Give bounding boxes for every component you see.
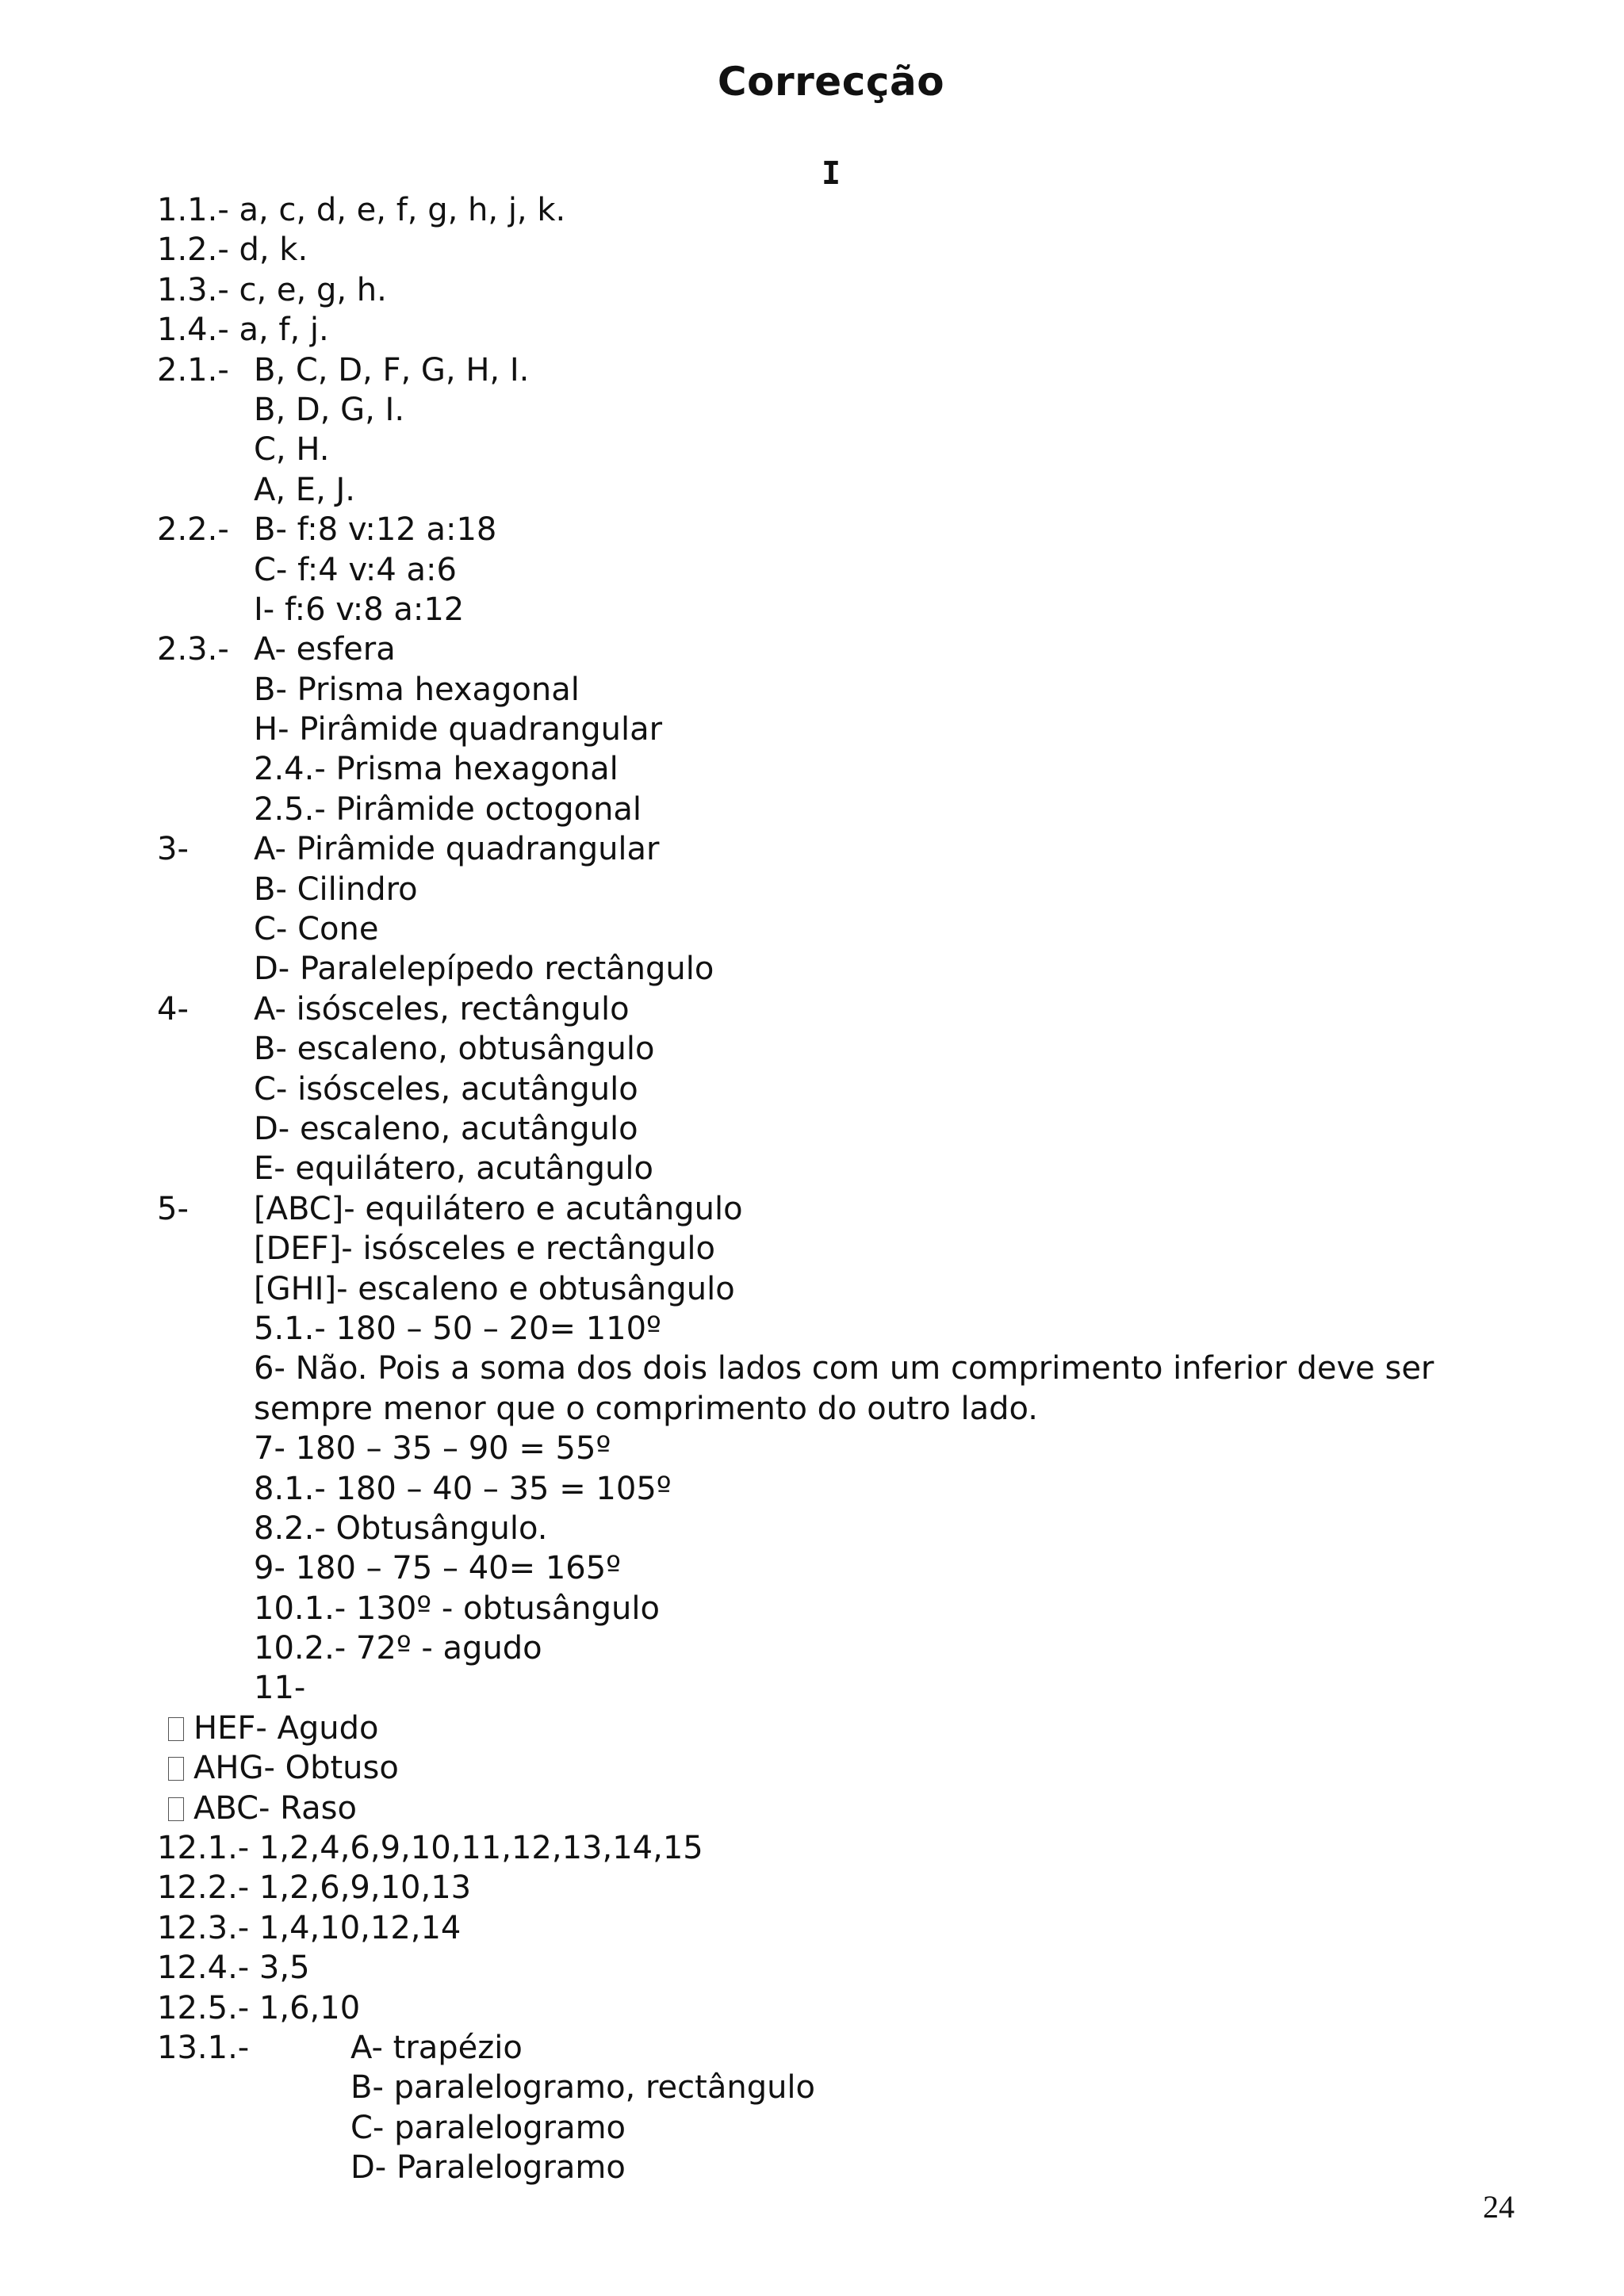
answer-line	[157, 1828, 1505, 1868]
answer-line	[157, 1029, 1505, 1069]
page-title: Correcção	[717, 59, 945, 105]
answer-label: 2.3.-	[157, 631, 229, 668]
answer-line	[157, 1309, 1505, 1349]
answer-line	[157, 790, 1505, 829]
answer-line	[157, 390, 1505, 430]
answer-line	[157, 1229, 1505, 1269]
answer-text: A- trapézio	[350, 2029, 523, 2066]
answer-text: C- f:4 v:4 a:6	[254, 551, 457, 588]
missing-bullet-icon	[168, 1757, 184, 1781]
answer-text: A- isósceles, rectângulo	[254, 990, 630, 1027]
answer-line	[157, 310, 1505, 350]
answer-line	[157, 1070, 1505, 1109]
answer-line	[157, 230, 1505, 270]
answer-text: 5.1.- 180 – 50 – 20= 110º	[254, 1310, 661, 1347]
answer-line	[157, 1908, 1505, 1948]
page-number: 24	[1483, 2189, 1515, 2225]
answer-text: B- f:8 v:12 a:18	[254, 511, 497, 549]
answer-line	[157, 1988, 1505, 2028]
answer-text: B- Prisma hexagonal	[254, 671, 580, 708]
answer-line	[157, 470, 1505, 510]
answer-line	[157, 2108, 1505, 2148]
answer-text: H- Pirâmide quadrangular	[254, 711, 663, 748]
answer-line	[157, 1948, 1505, 1988]
answer-text: B- Cilindro	[254, 871, 418, 908]
answer-line	[157, 870, 1505, 909]
answer-line	[157, 1668, 1505, 1708]
answer-line	[157, 270, 1505, 310]
answer-text: 12.1.- 1,2,4,6,9,10,11,12,13,14,15	[157, 1830, 703, 1867]
missing-bullet-icon	[168, 1797, 184, 1821]
answer-text: 8.1.- 180 – 40 – 35 = 105º	[254, 1470, 672, 1507]
answer-line	[157, 1149, 1505, 1188]
answer-line	[157, 1748, 1505, 1788]
answer-text: C- paralelogramo	[350, 2109, 626, 2146]
answer-text: C- Cone	[254, 911, 379, 948]
answer-text: C, H.	[254, 431, 330, 469]
answer-line	[157, 1269, 1505, 1309]
answer-text: A- esfera	[254, 631, 396, 668]
answer-line	[157, 1628, 1505, 1668]
answer-label: 2.1.-	[157, 351, 229, 388]
answer-line	[157, 2148, 1505, 2187]
answer-text: 6- Não. Pois a soma dos dois lados com um comprimento inferior deve ser	[254, 1350, 1434, 1387]
answer-text: 1.3.- c, e, g, h.	[157, 271, 387, 308]
answer-line	[157, 710, 1505, 749]
answer-text: 7- 180 – 35 – 90 = 55º	[254, 1430, 611, 1468]
answer-text: I- f:6 v:8 a:12	[254, 591, 465, 628]
answer-text: B- paralelogramo, rectângulo	[350, 2069, 816, 2107]
answer-text: D- escaleno, acutângulo	[254, 1110, 638, 1147]
answer-text: 12.4.- 3,5	[157, 1950, 310, 1987]
answer-text: [DEF]- isósceles e rectângulo	[254, 1230, 715, 1268]
answer-text: 12.5.- 1,6,10	[157, 1989, 361, 2026]
answer-text: ABC- Raso	[193, 1789, 357, 1827]
answer-label: 5-	[157, 1190, 189, 1227]
answer-text: 12.2.- 1,2,6,9,10,13	[157, 1869, 472, 1907]
answer-text: C- isósceles, acutângulo	[254, 1070, 638, 1108]
answer-line	[157, 1589, 1505, 1628]
answer-text: B, C, D, F, G, H, I.	[254, 351, 530, 388]
answer-line	[157, 670, 1505, 710]
answer-label: 4-	[157, 990, 189, 1027]
answer-text: 10.1.- 130º - obtusângulo	[254, 1590, 660, 1627]
section-heading: I	[821, 155, 841, 192]
answer-list	[157, 190, 1505, 2188]
answer-text: 9- 180 – 75 – 40= 165º	[254, 1550, 622, 1587]
answer-line	[157, 550, 1505, 590]
answer-text: D- Paralelogramo	[350, 2149, 626, 2187]
answer-text: A, E, J.	[254, 471, 356, 508]
answer-text: A- Pirâmide quadrangular	[254, 831, 660, 868]
answer-text: HEF- Agudo	[193, 1709, 379, 1747]
answer-line	[157, 190, 1505, 230]
answer-line	[157, 1189, 1505, 1229]
answer-line	[157, 2068, 1505, 2107]
answer-line	[157, 1469, 1505, 1509]
answer-line	[157, 1868, 1505, 1908]
answer-text: E- equilátero, acutângulo	[254, 1150, 654, 1188]
answer-text: 8.2.- Obtusângulo.	[254, 1510, 548, 1547]
answer-line	[157, 1349, 1505, 1388]
answer-text: 2.5.- Pirâmide octogonal	[254, 790, 642, 828]
answer-text: 11-	[254, 1670, 306, 1707]
answer-label: 3-	[157, 831, 189, 868]
answer-text: 1.1.- a, c, d, e, f, g, h, j, k.	[157, 192, 566, 228]
answer-text: [ABC]- equilátero e acutângulo	[254, 1190, 743, 1227]
answer-label: 2.2.-	[157, 511, 229, 549]
answer-line	[157, 350, 1505, 390]
answer-text: B- escaleno, obtusângulo	[254, 1031, 655, 1068]
answer-line	[157, 989, 1505, 1029]
answer-line	[157, 749, 1505, 789]
answer-text: D- Paralelepípedo rectângulo	[254, 951, 714, 988]
answer-line	[157, 629, 1505, 669]
answer-text: 10.2.- 72º - agudo	[254, 1630, 542, 1667]
answer-line	[157, 1429, 1505, 1468]
answer-line	[157, 909, 1505, 949]
answer-label: 13.1.-	[157, 2029, 250, 2066]
answer-line	[157, 1709, 1505, 1748]
answer-text: 2.4.- Prisma hexagonal	[254, 751, 619, 788]
answer-line	[157, 2028, 1505, 2068]
answer-line	[157, 430, 1505, 469]
answer-text: [GHI]- escaleno e obtusângulo	[254, 1270, 735, 1307]
missing-bullet-icon	[168, 1717, 184, 1741]
answer-text: B, D, G, I.	[254, 391, 405, 428]
answer-line	[157, 1548, 1505, 1588]
answer-text: 12.3.- 1,4,10,12,14	[157, 1909, 462, 1946]
answer-line	[157, 1509, 1505, 1548]
answer-line	[157, 510, 1505, 549]
answer-text: AHG- Obtuso	[193, 1750, 399, 1787]
answer-line	[157, 949, 1505, 989]
answer-line	[157, 1789, 1505, 1828]
answer-line	[157, 829, 1505, 869]
answer-text: sempre menor que o comprimento do outro lado.	[254, 1390, 1039, 1427]
answer-line	[157, 1389, 1505, 1429]
answer-text: 1.4.- a, f, j.	[157, 312, 329, 349]
answer-line	[157, 590, 1505, 629]
answer-text: 1.2.- d, k.	[157, 232, 308, 269]
answer-line	[157, 1109, 1505, 1149]
